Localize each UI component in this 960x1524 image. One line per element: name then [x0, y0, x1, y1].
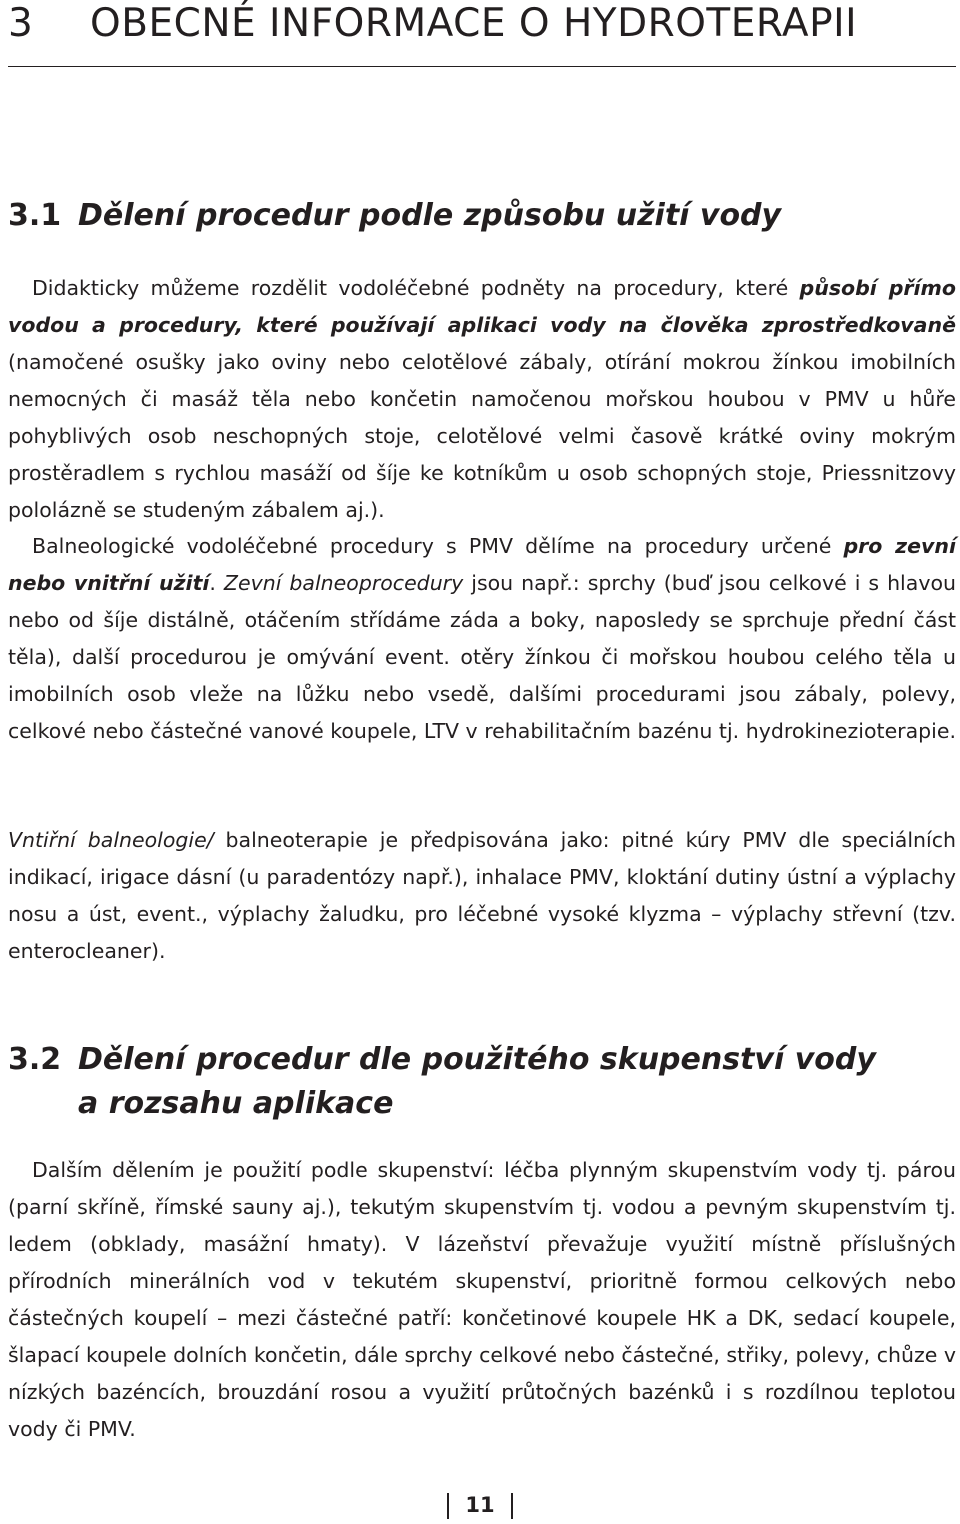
emphasis-run: působí přímo vodou a procedury, které používají aplikaci vody na člověka zprostředkovaně: [8, 276, 956, 337]
footer-bar-right: [511, 1493, 513, 1519]
chapter-number: 3: [8, 1, 34, 46]
paragraph-internal-balneology: [8, 822, 956, 970]
text-run: Balneologické vodoléčebné procedury s PMV dělíme na procedury určené: [32, 534, 844, 558]
section-title-line1: Dělení procedur dle použitého skupenství vody: [78, 1042, 876, 1077]
text-run: .: [209, 571, 224, 595]
section-number: 3.2: [8, 1042, 62, 1077]
chapter-divider: [8, 66, 956, 67]
section-number: 3.1: [8, 198, 62, 233]
text-run: Dalším dělením je použití podle skupenství: léčba plynným skupenstvím vody tj. párou (parní skříně, římské sauny aj.), tekutým skupenstvím tj. vodou a pevným skupenstvím tj. ledem (obklady, masážní hmaty). V lázeňství převažuje využití místně příslušných přírodních minerálních vod v tekutém skupenství, prioritně formou celkových nebo částečných koupelí – mezi částečné patří: končetinové koupele HK a DK, sedací koupele, šlapací koupele dolních končetin, dále sprchy celkové nebo částečné, střiky, polevy, chůze v nízkých bazéncích, brouzdání rosou a využití průtočných bazénků i s rozdílnou teplotou vody či PMV.: [8, 1158, 956, 1441]
paragraph-procedure-types: [8, 270, 956, 529]
emphasis-run: pro zevní nebo vnitřní užití: [8, 534, 956, 595]
paragraph-water-states: [8, 1152, 956, 1448]
paragraph-balneological: [8, 528, 956, 750]
text-run: (namočené osušky jako oviny nebo celotělové zábaly, otírání mokrou žínkou imobilních nemocných či masáž těla nebo končetin namočenou mořskou houbou v PMV u hůře pohyblivých osob neschopných stoje, celotělové velmi časově krátké oviny mokrým prostěradlem s rychlou masáží od šíje ke kotníkům u osob schopných stoje, Priessnitzovy pololázně se studeným zábalem aj.).: [8, 350, 956, 522]
section-title-line2: a rozsahu aplikace: [78, 1086, 394, 1121]
text-run: jsou např.: sprchy (buď jsou celkové i s hlavou nebo od šíje distálně, otáčením střídáme záda a boky, naposledy se sprchuje přední část těla), další procedurou je omývání event. otěry žínkou či mořskou houbou celého těla u imobilních osob vleže na lůžku nebo vsedě, dalšími procedurami jsou zábaly, polevy, celkové nebo částečné vanové koupele, LTV v rehabilitačním bazénu tj. hydrokinezioterapie.: [8, 571, 957, 743]
text-run: balneoterapie je předpisována jako: pitné kúry PMV dle speciálních indikací, irigace dásní (u paradentózy např.), inhalace PMV, kloktání dutiny ústní a výplachy nosu a úst, event., výplachy žaludku, pro léčebné vysoké klyzma – výplachy střevní (tzv. enterocleaner).: [8, 828, 956, 963]
section-heading-3-2: [8, 1038, 876, 1126]
page-footer: [0, 1486, 960, 1524]
footer-bar-left: [447, 1493, 449, 1519]
section-title-text: Dělení procedur podle způsobu užití vody: [78, 198, 782, 233]
chapter-title: [8, 0, 958, 50]
text-run: Didakticky můžeme rozdělit vodoléčebné podněty na procedury, které: [32, 276, 800, 300]
page-number: 11: [465, 1493, 495, 1517]
italic-run: Vntiřní balneologie/: [8, 828, 214, 852]
section-heading-3-1: [8, 194, 781, 238]
italic-run: Zevní balneoprocedury: [223, 571, 464, 595]
chapter-title-text: OBECNÉ INFORMACE O HYDROTERAPII: [90, 1, 858, 46]
